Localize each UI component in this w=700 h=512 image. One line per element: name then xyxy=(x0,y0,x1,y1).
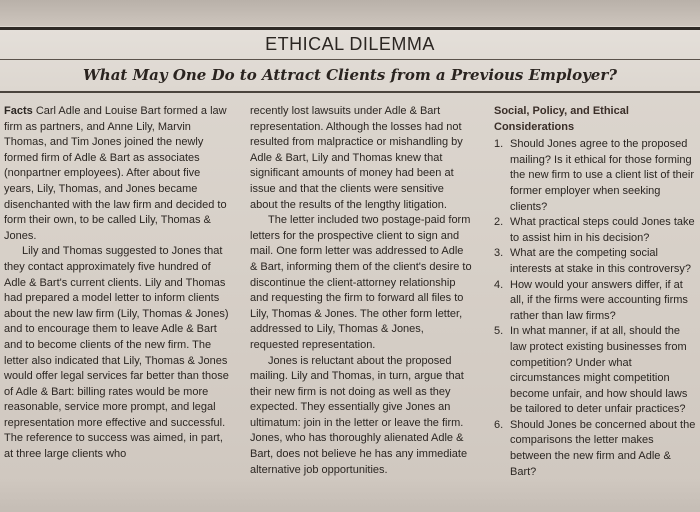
question-item xyxy=(494,137,698,215)
question-number: 6. xyxy=(494,418,504,431)
question-text: In what manner, if at all, should the law protect existing businesses from competition? Under what circumstances might competition become unfair, and how should laws be tailored to deter unfair practices? xyxy=(510,325,688,416)
top-margin-strip xyxy=(0,0,700,26)
facts-label: Facts xyxy=(4,105,33,117)
facts-paragraph-1 xyxy=(4,104,232,244)
column-considerations xyxy=(494,104,698,480)
page-bottom-shadow xyxy=(0,478,700,512)
question-text: Should Jones agree to the proposed mailing? Is it ethical for those forming the new firm to use a client list of their former employer when seeking clients? xyxy=(510,138,695,213)
question-number: 5. xyxy=(494,325,504,338)
question-number: 1. xyxy=(494,138,504,151)
question-number: 3. xyxy=(494,247,504,260)
question-number: 4. xyxy=(494,278,504,291)
question-item xyxy=(494,418,698,480)
dilemma-question: What May One Do to Attract Clients from a Previous Employer? xyxy=(82,66,618,84)
considerations-list xyxy=(494,137,698,480)
question-number: 2. xyxy=(494,216,504,229)
question-item xyxy=(494,246,698,277)
question-item xyxy=(494,215,698,246)
facts-paragraph-4: The letter included two postage-paid form letters for the prospective client to sign and mail. One form letter was addressed to Adle & Bart, informing them of the client's desire to discontinue the client-attorney relationship and requesting the firm to forward all files to Lily, Thomas & Jones. The other form letter, addressed to Lily, Thomas & Jones, requested representation. xyxy=(250,214,472,351)
title-divider xyxy=(0,59,700,60)
considerations-heading-line-2: Considerations xyxy=(494,120,575,133)
facts-paragraph-5: Jones is reluctant about the proposed mailing. Lily and Thomas, in turn, argue that their new firm is not doing as well as they expected. They essentially give Jones an ultimatum: join in the letter or leave the firm. Jones, who has thoroughly alienated Adle & Bart, does not believe he has any immediate alternative job opportunities. xyxy=(250,354,468,476)
facts-paragraph-3: recently lost lawsuits under Adle & Bart representation. Although the losses had not resulted from malpractice or mishandling by Adle & Bart, Lily and Thomas knew that significant amounts of money had been at issue and that the clients were sensitive about the results of the lengthy litigation. xyxy=(250,105,463,211)
column-facts-1 xyxy=(4,104,232,463)
considerations-heading xyxy=(494,104,698,135)
facts-paragraph-2: Lily and Thomas suggested to Jones that they contact approximately five hundred of Adle & Bart's current clients. Lily and Thomas had prepared a model letter to inform clients about the new law firm (Lily, Thomas & Jones) and to encourage them to leave Adle & Bart and to become clients of the new firm. The letter also indicated that Lily, Thomas & Jones would offer legal services far better than those of Adle & Bart: billing rates would be more reasonable, service more prompt, and legal representation more effective and successful. The reference to success was aimed, in part, at three large clients who xyxy=(4,245,229,461)
considerations-heading-line-1: Social, Policy, and Ethical xyxy=(494,105,629,117)
feature-title: ETHICAL DILEMMA xyxy=(265,34,435,54)
question-text: How would your answers differ, if at all, if the firms were accounting firms rather than law firms? xyxy=(510,278,688,322)
question-item xyxy=(494,324,698,418)
question-text: What practical steps could Jones take to assist him in his decision? xyxy=(510,216,695,244)
question-item xyxy=(494,278,698,325)
facts-text-1: Carl Adle and Louise Bart formed a law firm as partners, and Anne Lily, Marvin Thomas, and Tim Jones joined the newly formed firm of Adle & Bart as associates (nonpartner employees). After about five years, Lily, Thomas, and Jones became disenchanted with the law firm and decided to form their own, to be called Lily, Thomas & Jones. xyxy=(4,105,227,242)
question-text: Should Jones be concerned about the comparisons the letter makes between the new firm and Adle & Bart? xyxy=(510,418,696,478)
question-text: What are the competing social interests at stake in this controversy? xyxy=(510,247,691,275)
header-bottom-rule xyxy=(0,91,700,93)
column-facts-2 xyxy=(250,104,472,478)
